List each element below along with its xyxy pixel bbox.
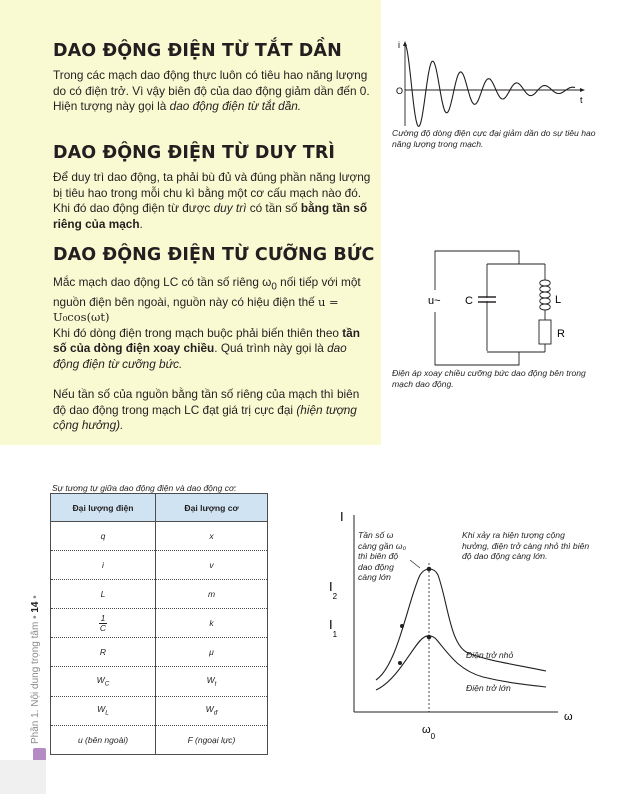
cell-mechanical-sub: $W_t$ [156, 667, 268, 696]
resonance-note-left [358, 530, 438, 583]
curve-point-large [398, 661, 402, 665]
inductor-label: L [555, 294, 562, 306]
table-row [51, 696, 268, 725]
voltage-formula: u = U₀cos(ωt) [53, 294, 339, 325]
section-text-forced-2: Khi đó dòng điện trong mạch buộc phải biến thiên theo tần số của dòng điện xoay chiều. Quá trình này gọi là dao động điện từ cưỡng bức. [53, 325, 360, 371]
inductor-coil [540, 280, 545, 310]
cell-electric: u (bên ngoài) [51, 725, 156, 754]
fraction-numerator: 1 [100, 612, 106, 623]
circuit-caption: Điện áp xoay chiều cưỡng bức dao động bên trong mạch dao động. [392, 368, 586, 389]
section-text-forced-3: Nếu tần số của nguồn bằng tần số riêng của mạch thì biên độ dao động trong mạch LC đạt giá trị cực đại (hiện tượng cộng hưởng). [53, 387, 360, 433]
lc-circuit-diagram [425, 248, 575, 368]
note-left-line: Tần số ω [358, 530, 394, 540]
cell-electric: q [51, 522, 156, 551]
analogy-table-caption: Sự tương tự giữa dao động điện và dao động cơ: [52, 483, 237, 493]
note-left-line: dao động [358, 561, 394, 572]
damped-y-label: i [398, 40, 400, 50]
header-electric: Đại lượng điện [51, 494, 156, 522]
damped-oscillation-graph [392, 38, 592, 128]
curve-label-large: Điện trở lớn [466, 683, 511, 693]
cell-mechanical: x [156, 522, 268, 551]
cell-mechanical: k [156, 609, 268, 638]
cell-electric-sub: $W_L$ [51, 696, 156, 725]
cell-mechanical: μ [156, 638, 268, 667]
note-left-line: càng gần ω₀ [358, 540, 407, 551]
resistor-body [539, 320, 551, 344]
cell-mechanical: F (ngoại lực) [156, 725, 268, 754]
resonance-x-label: ω [564, 711, 573, 723]
circuit-inner-wire [487, 264, 545, 352]
capacitor-label: C [465, 295, 473, 307]
cell-mechanical-sub: $W_đ$ [156, 696, 268, 725]
resonance-note-right: Khi xảy ra hiện tượng cộng hưởng, điện trở càng nhỏ thì biên độ dao động càng lớn. [462, 530, 590, 561]
inductor-coil-back [545, 280, 550, 310]
source-label: u~ [428, 295, 441, 307]
damped-graph-caption: Cường độ dòng điện cực đại giảm dần do sự tiêu hao năng lượng trong mạch. [392, 128, 596, 149]
damped-x-arrow [580, 88, 585, 92]
section-title-sustained: DAO ĐỘNG ĐIỆN TỪ DUY TRÌ [53, 143, 336, 163]
bottom-corner-strip [0, 760, 46, 794]
side-section-text: Phần 1. Nội dung trọng tâm [30, 621, 41, 744]
fraction-denominator: C [99, 622, 107, 633]
note-left-line: càng lớn [358, 572, 391, 582]
fraction-one-over-c [99, 614, 108, 633]
curve-point-small [400, 624, 404, 628]
label-i1: $I_1$ [329, 617, 338, 639]
section-text-damped: Trong các mạch dao động thực luôn có tiêu hao năng lượng do có điện trở. Vì vậy biên độ của dao động giảm dần đến 0. Hiện tượng này gọi là dao động điện từ tắt dần. [53, 68, 370, 113]
section-text-sustained: Để duy trì dao động, ta phải bù đủ và đúng phần năng lượng bị tiêu hao trong mỗi chu kì bằng một cơ cấu mạch nào đó. Khi đó dao động điện từ được duy trì có tần số bằng tần số riêng của mạch. [53, 170, 371, 231]
resistor-label: R [557, 328, 565, 340]
cell-electric: L [51, 580, 156, 609]
capacitor-gap [481, 298, 493, 301]
circuit-outer-wire [435, 251, 519, 365]
damped-x-label: t [580, 95, 583, 105]
section-damped [53, 40, 371, 115]
table-header-row [51, 494, 268, 522]
cell-mechanical: v [156, 551, 268, 580]
cell-electric-fraction [51, 609, 156, 638]
table-row [51, 609, 268, 638]
cell-electric-sub: $W_C$ [51, 667, 156, 696]
table-row [51, 667, 268, 696]
table-row [51, 580, 268, 609]
section-forced [53, 244, 375, 434]
table-row [51, 725, 268, 754]
section-title-forced: DAO ĐỘNG ĐIỆN TỪ CƯỠNG BỨC [53, 245, 375, 265]
table-row [51, 551, 268, 580]
header-mechanical: Đại lượng cơ [156, 494, 268, 522]
curve-label-small: Điện trở nhỏ [466, 650, 514, 660]
damped-y-arrow [403, 41, 407, 46]
section-text-forced-1: Mắc mạch dao động LC có tần số riêng $\omega_0$ nối tiếp với một nguồn điện bên ngoài, nguồn này có hiệu điện thế u = U₀cos(ωt) [53, 275, 361, 325]
note-left-line: thì biên độ [358, 551, 399, 561]
damped-wave-curve [405, 44, 575, 126]
label-omega0: $\omega_0$ [422, 724, 436, 741]
peak-point-large [427, 635, 432, 640]
analogy-table [50, 493, 268, 755]
resonance-y-label: I [340, 509, 344, 524]
cell-mechanical: m [156, 580, 268, 609]
side-footer-label: Phần 1. Nội dung trọng tâm • 14 • [30, 595, 41, 744]
table-row [51, 638, 268, 667]
cell-electric: i [51, 551, 156, 580]
page-number: 14 [30, 601, 41, 613]
section-sustained [53, 142, 371, 232]
cell-electric: R [51, 638, 156, 667]
damped-origin-label: O [396, 86, 404, 96]
label-i2: $I_2$ [329, 579, 338, 601]
section-title-damped: DAO ĐỘNG ĐIỆN TỪ TẮT DẦN [53, 41, 342, 61]
table-row [51, 522, 268, 551]
